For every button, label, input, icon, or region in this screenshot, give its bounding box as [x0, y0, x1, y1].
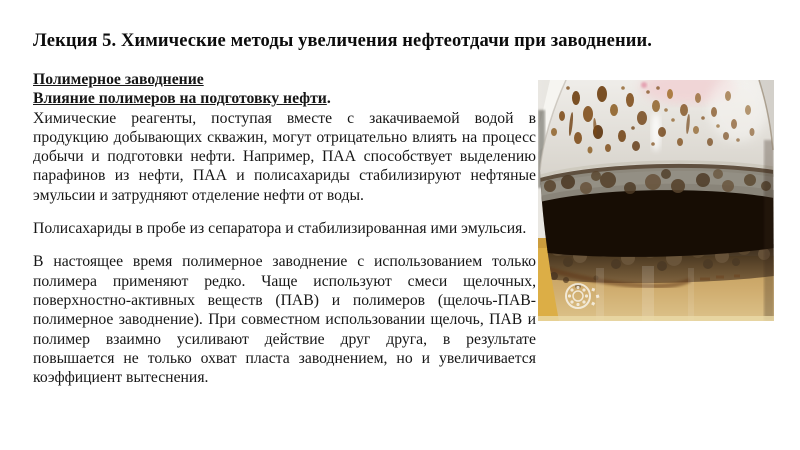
pink-speck [641, 82, 647, 88]
heading-polymer-influence-text: Влияние полимеров на подготовку нефти [33, 90, 327, 108]
paragraph-chemical-reagents: Химические реагенты, поступая вместе с закачиваемой водой в продукцию добывающих скважин, могут отрицательно влиять на процесс добычи и подготовки нефти. Например, ПАА способствует выделению парафинов из нефти, ПАА и полисахариды стабилизируют нефтяные эмульсии и затрудняют отделение нефти от воды. [33, 109, 536, 204]
bottom-light-strip [538, 316, 774, 321]
heading-polymer-influence [33, 89, 536, 108]
right-edge-shade [764, 140, 774, 321]
heading-polymer-influence-period: . [326, 90, 331, 108]
photo-scene [538, 80, 774, 321]
text-column [33, 70, 536, 387]
heading-polymer-flooding-text: Полимерное заводнение [33, 71, 204, 88]
heading-polymer-flooding [33, 70, 536, 89]
slide-title: Лекция 5. Химические методы увеличения нефтеотдачи при заводнении. [33, 31, 652, 51]
paragraph-asp-flooding: В настоящее время полимерное заводнение с использованием только полимера применяют редко. Чаще используют смеси щелочных, поверхностно-активных веществ (ПАВ) и полимеров (щелочь-ПАВ-полимерное заводнение). При совместном использовании щелочь, ПАВ и полимер взаимно усиливают действие друг друга, в результате повышается не только охват пласта заводнением, но и увеличивается коэффициент вытеснения. [33, 253, 536, 387]
paragraph-polysaccharides-sample: Полисахариды в пробе из сепаратора и стабилизированная ими эмульсия. [33, 220, 527, 238]
emulsion-bottle-photo [538, 80, 774, 321]
bottle [538, 80, 774, 321]
emulsion-bottle-photo-svg [538, 80, 774, 321]
